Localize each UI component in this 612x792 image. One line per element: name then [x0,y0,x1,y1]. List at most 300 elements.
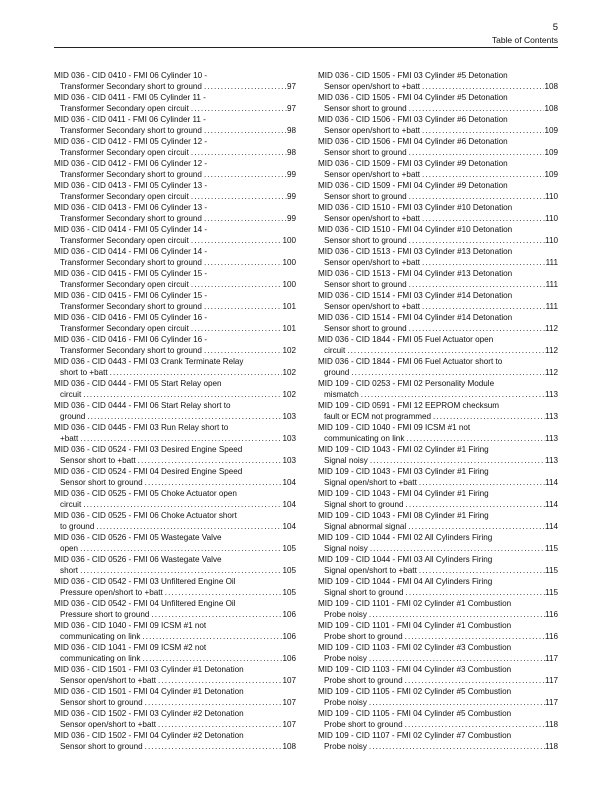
toc-entry-heading: MID 109 - CID 1107 - FMI 02 Cylinder #7 Combustion [318,731,512,740]
toc-entry-subtitle: Sensor short to ground [60,742,143,751]
toc-entry[interactable] [54,642,296,664]
toc-entry[interactable] [318,510,558,532]
toc-entry-subtitle: +batt [60,434,79,443]
toc-page-number[interactable]: 116 [545,610,558,619]
toc-entry-line [318,521,558,532]
dot-leader [406,521,545,532]
dot-leader [78,565,282,576]
toc-page-number[interactable]: 105 [282,566,296,575]
toc-entry-line [54,411,296,422]
toc-entry-line [318,565,558,576]
toc-page-number[interactable]: 117 [545,654,558,663]
toc-page-number[interactable]: 108 [544,104,558,113]
toc-entry[interactable] [54,180,296,202]
toc-entry-line [318,499,558,510]
toc-entry-heading: MID 109 - CID 1044 - FMI 04 All Cylinders Firing [318,577,493,586]
dot-leader [407,103,545,114]
toc-page-number[interactable]: 111 [545,280,558,289]
toc-page-number[interactable]: 98 [286,126,296,135]
toc-entry[interactable] [318,730,558,752]
toc-entry-heading: MID 036 - CID 1844 - FMI 05 Fuel Actuator open [318,335,494,344]
toc-entry-line [318,169,558,180]
toc-entry-line [318,609,558,620]
toc-page-number[interactable]: 113 [545,456,558,465]
toc-page-number[interactable]: 106 [282,632,296,641]
toc-entry-line [318,103,558,114]
toc-entry[interactable] [318,202,558,224]
toc-entry-line [54,81,296,92]
toc-entry-subtitle: Probe short to ground [324,676,403,685]
dot-leader [202,257,282,268]
dot-leader [367,609,545,620]
toc-entry-subtitle: communicating on link [60,654,141,663]
toc-entry-line [54,433,296,444]
toc-page-number[interactable]: 117 [545,676,558,685]
toc-entry-heading: MID 036 - CID 1509 - FMI 04 Cylinder #9 Detonation [318,181,508,190]
toc-entry[interactable] [318,180,558,202]
toc-entry-subtitle: Signal noisy [324,456,368,465]
toc-entry-subtitle: Transformer Secondary open circuit [60,192,189,201]
toc-page-number[interactable]: 109 [544,148,558,157]
toc-entry-heading: MID 036 - CID 1513 - FMI 03 Cylinder #13 Detonation [318,247,513,256]
toc-entry[interactable] [54,158,296,180]
header-rule [54,47,558,48]
page-number: 5 [552,22,558,33]
toc-entry[interactable] [318,378,558,400]
toc-entry-line [54,631,296,642]
toc-entry-heading: MID 036 - CID 0412 - FMI 05 Cylinder 12 - [54,137,208,146]
toc-entry-heading: MID 036 - CID 0413 - FMI 06 Cylinder 13 - [54,203,208,212]
toc-page-number[interactable]: 102 [282,346,296,355]
toc-entry-line [54,389,296,400]
toc-page-number[interactable]: 101 [282,324,296,333]
dot-leader [140,631,282,642]
toc-entry-heading: MID 036 - CID 0416 - FMI 05 Cylinder 16 - [54,313,208,322]
dot-leader [202,213,287,224]
dot-leader [420,213,545,224]
toc-entry-heading: MID 036 - CID 0415 - FMI 05 Cylinder 15 - [54,269,208,278]
toc-entry-subtitle: Sensor short to ground [324,280,407,289]
dot-leader [367,697,545,708]
toc-entry-line [54,103,296,114]
toc-entry-subtitle: Pressure short to ground [60,610,150,619]
toc-entry[interactable] [54,246,296,268]
toc-entry-subtitle: open [60,544,79,553]
toc-entry-line [318,367,558,378]
toc-entry[interactable] [54,730,296,752]
toc-entry-subtitle: Transformer Secondary short to ground [60,346,202,355]
toc-entry[interactable] [54,334,296,356]
toc-page-number[interactable]: 107 [282,676,296,685]
toc-page-number[interactable]: 107 [282,720,296,729]
toc-entry[interactable] [54,356,296,378]
toc-entry[interactable] [54,378,296,400]
dot-leader [189,235,283,246]
toc-entry-subtitle: Sensor short to ground [324,324,407,333]
page-title: Table of Contents [491,35,558,45]
toc-page-number[interactable]: 101 [282,302,296,311]
toc-entry[interactable] [54,620,296,642]
toc-entry[interactable] [318,422,558,444]
toc-entry-line [54,477,296,488]
toc-page-number[interactable]: 118 [545,720,558,729]
toc-entry-heading: MID 036 - CID 0414 - FMI 06 Cylinder 14 - [54,247,208,256]
toc-entry-heading: MID 109 - CID 1105 - FMI 02 Cylinder #5 Combustion [318,687,512,696]
toc-entry[interactable] [318,158,558,180]
toc-page-number[interactable]: 102 [282,368,296,377]
toc-entry-heading: MID 036 - CID 1040 - FMI 09 ICSM #1 not [54,621,207,630]
toc-entry-subtitle: Sensor open/short to +batt [324,170,420,179]
toc-page-number[interactable]: 114 [545,522,558,531]
toc-entry[interactable] [318,224,558,246]
toc-entry[interactable] [318,708,558,730]
toc-page-number[interactable]: 108 [544,82,558,91]
toc-page-number[interactable]: 99 [286,214,296,223]
toc-entry-subtitle: Signal open/short to +batt [324,566,417,575]
toc-entry-line [318,741,558,752]
dot-leader [403,675,545,686]
toc-entry[interactable] [318,268,558,290]
toc-entry[interactable] [54,554,296,576]
dot-leader [140,653,282,664]
toc-entry-heading: MID 109 - CID 1044 - FMI 03 All Cylinders Firing [318,555,493,564]
toc-entry[interactable] [318,598,558,620]
toc-page-number[interactable]: 104 [282,478,296,487]
toc-entry[interactable] [318,70,558,92]
toc-entry[interactable] [318,334,558,356]
toc-entry[interactable] [318,114,558,136]
toc-page-number[interactable]: 113 [545,434,558,443]
toc-entry-line [318,191,558,202]
toc-entry[interactable] [318,312,558,334]
toc-entry-subtitle: Sensor short to ground [324,236,407,245]
toc-entry-heading: MID 036 - CID 1506 - FMI 04 Cylinder #6 Detonation [318,137,508,146]
toc-entry-line [318,389,558,400]
dot-leader [136,455,283,466]
dot-leader [349,367,545,378]
toc-entry[interactable] [318,466,558,488]
toc-entry[interactable] [54,224,296,246]
toc-page-number[interactable]: 109 [544,170,558,179]
toc-entry-line [318,675,558,686]
toc-entry[interactable] [318,356,558,378]
toc-entry-subtitle: communicating on link [60,632,141,641]
toc-entry-subtitle: Signal open/short to +batt [324,478,417,487]
toc-entry-subtitle: Sensor short to ground [60,478,143,487]
toc-page-number[interactable]: 109 [544,126,558,135]
toc-entry-heading: MID 109 - CID 1043 - FMI 08 Cylinder #1 Firing [318,511,489,520]
toc-page-number[interactable]: 110 [545,214,558,223]
toc-entry-subtitle: Transformer Secondary short to ground [60,170,202,179]
toc-page-number[interactable]: 112 [545,324,558,333]
toc-entry[interactable] [54,202,296,224]
toc-page-number[interactable]: 103 [282,412,296,421]
toc-entry[interactable] [54,290,296,312]
toc-entry-line [318,543,558,554]
toc-page-number[interactable]: 112 [545,346,558,355]
dot-leader [94,521,282,532]
dot-leader [403,719,545,730]
dot-leader [202,301,282,312]
toc-page-number[interactable]: 111 [545,258,558,267]
toc-entry-line [318,147,558,158]
dot-leader [420,125,544,136]
toc-entry[interactable] [54,532,296,554]
toc-entry[interactable] [54,422,296,444]
dot-leader [403,631,545,642]
toc-page-number[interactable]: 115 [545,588,558,597]
toc-entry[interactable] [318,664,558,686]
toc-entry-heading: MID 036 - CID 0542 - FMI 03 Unfiltered Engine Oil [54,577,236,586]
toc-entry-subtitle: Transformer Secondary open circuit [60,324,189,333]
dot-leader [202,125,287,136]
dot-leader [404,433,545,444]
toc-entry-line [318,697,558,708]
toc-entry-line [318,125,558,136]
toc-entry-heading: MID 109 - CID 1043 - FMI 03 Cylinder #1 Firing [318,467,489,476]
toc-entry-subtitle: Probe noisy [324,698,367,707]
toc-entry-line [54,279,296,290]
toc-entry[interactable] [318,576,558,598]
toc-page-number[interactable]: 113 [545,412,558,421]
toc-page-number[interactable]: 106 [282,654,296,663]
toc-entry-line [54,125,296,136]
toc-entry-line [54,587,296,598]
toc-page-number[interactable]: 100 [282,258,296,267]
toc-page-number[interactable]: 104 [282,522,296,531]
toc-page-number[interactable]: 99 [286,170,296,179]
toc-page-number[interactable]: 103 [282,456,296,465]
toc-page-number[interactable]: 97 [286,104,296,113]
toc-entry[interactable] [54,466,296,488]
toc-column-right [318,70,558,752]
toc-page-number[interactable]: 97 [286,82,296,91]
dot-leader [368,543,545,554]
toc-entry-heading: MID 036 - CID 0524 - FMI 04 Desired Engine Speed [54,467,243,476]
toc-entry-line [318,213,558,224]
toc-entry[interactable] [54,686,296,708]
toc-entry-subtitle: Transformer Secondary open circuit [60,104,189,113]
toc-entry[interactable] [318,290,558,312]
toc-entry[interactable] [54,70,296,92]
toc-entry[interactable] [318,532,558,554]
toc-entry[interactable] [318,554,558,576]
toc-entry-heading: MID 036 - CID 0445 - FMI 03 Run Relay short to [54,423,229,432]
toc-entry[interactable] [54,598,296,620]
toc-entry[interactable] [54,444,296,466]
toc-entry-subtitle: Signal short to ground [324,500,404,509]
dot-leader [143,477,283,488]
toc-entry-line [54,543,296,554]
toc-page-number[interactable]: 115 [545,544,558,553]
toc-entry[interactable] [54,136,296,158]
toc-page-number[interactable]: 112 [545,368,558,377]
toc-page-number[interactable]: 110 [545,236,558,245]
toc-entry-line [318,631,558,642]
toc-entry-line [318,323,558,334]
toc-entry-subtitle: Probe noisy [324,654,367,663]
toc-page-number[interactable]: 108 [282,742,296,751]
toc-entry-line [318,411,558,422]
toc-page-number[interactable]: 111 [545,302,558,311]
toc-entry[interactable] [54,268,296,290]
toc-entry[interactable] [54,92,296,114]
toc-entry-subtitle: short to +batt [60,368,108,377]
toc-entry[interactable] [54,708,296,730]
toc-entry-subtitle: circuit [60,390,82,399]
toc-entry-subtitle: Transformer Secondary short to ground [60,214,202,223]
toc-entry-heading: MID 036 - CID 1505 - FMI 04 Cylinder #5 Detonation [318,93,508,102]
toc-entry-line [318,719,558,730]
dot-leader [189,103,287,114]
dot-leader [431,411,545,422]
toc-entry[interactable] [318,642,558,664]
toc-entry[interactable] [318,488,558,510]
dot-leader [85,411,282,422]
toc-entry-subtitle: Transformer Secondary open circuit [60,148,189,157]
toc-entry[interactable] [318,92,558,114]
dot-leader [156,719,282,730]
toc-entry-heading: MID 036 - CID 1513 - FMI 04 Cylinder #13 Detonation [318,269,513,278]
dot-leader [404,587,546,598]
dot-leader [345,345,545,356]
dot-leader [143,697,283,708]
dot-leader [81,499,282,510]
dot-leader [143,741,283,752]
toc-entry-subtitle: Sensor open/short to +batt [324,82,420,91]
toc-entry[interactable] [54,312,296,334]
toc-entry-heading: MID 109 - CID 1044 - FMI 02 All Cylinders Firing [318,533,493,542]
toc-page-number[interactable]: 103 [282,434,296,443]
toc-entry-heading: MID 036 - CID 0526 - FMI 05 Wastegate Valve [54,533,222,542]
toc-entry-heading: MID 109 - CID 1101 - FMI 02 Cylinder #1 Combustion [318,599,512,608]
toc-page-number[interactable]: 107 [282,698,296,707]
toc-entry-line [54,235,296,246]
toc-entry-heading: MID 036 - CID 1510 - FMI 03 Cylinder #10 Detonation [318,203,513,212]
toc-entry[interactable] [318,246,558,268]
toc-entry-subtitle: Sensor open/short to +batt [60,720,156,729]
toc-entry-heading: MID 036 - CID 1509 - FMI 03 Cylinder #9 Detonation [318,159,508,168]
toc-entry[interactable] [54,400,296,422]
toc-entry-heading: MID 036 - CID 0525 - FMI 06 Choke Actuator short [54,511,237,520]
toc-entry-subtitle: Sensor short to ground [60,698,143,707]
toc-entry-line [54,741,296,752]
toc-entry-heading: MID 036 - CID 1041 - FMI 09 ICSM #2 not [54,643,207,652]
toc-entry-line [54,147,296,158]
toc-entry-subtitle: ground [324,368,350,377]
toc-page-number[interactable]: 105 [282,588,296,597]
toc-entry-subtitle: ground [60,412,86,421]
toc-entry[interactable] [318,620,558,642]
toc-entry-subtitle: Transformer Secondary short to ground [60,258,202,267]
toc-page-number[interactable]: 104 [282,500,296,509]
toc-entry-heading: MID 109 - CID 0253 - FMI 02 Personality Module [318,379,495,388]
dot-leader [81,389,282,400]
dot-leader [420,301,546,312]
toc-entry-subtitle: circuit [60,500,82,509]
toc-entry[interactable] [54,664,296,686]
toc-entry-line [318,81,558,92]
toc-entry[interactable] [318,400,558,422]
toc-page-number[interactable]: 114 [545,478,558,487]
toc-entry[interactable] [318,444,558,466]
toc-entry-subtitle: Sensor open/short to +batt [324,258,420,267]
toc-page-number[interactable]: 99 [286,192,296,201]
toc-entry-heading: MID 036 - CID 0416 - FMI 06 Cylinder 16 - [54,335,208,344]
dot-leader [420,257,546,268]
toc-page-number[interactable]: 100 [282,280,296,289]
toc-page-number[interactable]: 113 [545,390,558,399]
toc-entry-line [54,697,296,708]
toc-entry[interactable] [54,510,296,532]
toc-entry-subtitle: Sensor short to ground [324,148,407,157]
toc-entry-subtitle: Sensor open/short to +batt [324,214,420,223]
toc-entry-subtitle: Sensor short to ground [324,192,407,201]
toc-entry-subtitle: Transformer Secondary open circuit [60,280,189,289]
toc-entry-line [54,499,296,510]
toc-page-number[interactable]: 110 [545,192,558,201]
toc-entry-line [54,169,296,180]
toc-entry-heading: MID 036 - CID 0542 - FMI 04 Unfiltered Engine Oil [54,599,236,608]
toc-entry[interactable] [54,576,296,598]
toc-page-number[interactable]: 106 [282,610,296,619]
toc-entry-subtitle: Sensor open/short to +batt [324,302,420,311]
toc-entry-subtitle: Signal short to ground [324,588,404,597]
toc-page-number[interactable]: 114 [545,500,558,509]
toc-entry-subtitle: Sensor short to +batt [60,456,136,465]
toc-page-number[interactable]: 115 [545,566,558,575]
toc-entry-heading: MID 036 - CID 0412 - FMI 06 Cylinder 12 - [54,159,208,168]
toc-entry-heading: MID 036 - CID 0411 - FMI 05 Cylinder 11 - [54,93,206,102]
toc-entry-heading: MID 036 - CID 1502 - FMI 04 Cylinder #2 Detonation [54,731,244,740]
toc-entry-subtitle: Probe short to ground [324,632,403,641]
toc-entry-subtitle: Signal noisy [324,544,368,553]
toc-page-number[interactable]: 102 [282,390,296,399]
dot-leader [202,169,287,180]
toc-entry[interactable] [54,488,296,510]
dot-leader [407,191,545,202]
toc-page-number[interactable]: 116 [545,632,558,641]
toc-page-number[interactable]: 98 [286,148,296,157]
toc-entry[interactable] [318,686,558,708]
dot-leader [417,477,545,488]
toc-entry-line [318,653,558,664]
dot-leader [404,499,546,510]
dot-leader [202,81,287,92]
toc-entry-line [54,675,296,686]
toc-page-number[interactable]: 117 [545,698,558,707]
toc-entry[interactable] [54,114,296,136]
toc-page-number[interactable]: 100 [282,236,296,245]
toc-entry[interactable] [318,136,558,158]
dot-leader [407,279,546,290]
toc-entry-heading: MID 109 - CID 0591 - FMI 12 EEPROM checksum [318,401,500,410]
dot-leader [202,345,282,356]
toc-entry-line [54,609,296,620]
toc-entry-heading: MID 036 - CID 0413 - FMI 05 Cylinder 13 - [54,181,208,190]
toc-entry-heading: MID 036 - CID 1501 - FMI 04 Cylinder #1 Detonation [54,687,244,696]
toc-entry-heading: MID 036 - CID 0525 - FMI 05 Choke Actuator open [54,489,237,498]
toc-page-number[interactable]: 118 [545,742,558,751]
toc-entry-heading: MID 036 - CID 1514 - FMI 03 Cylinder #14 Detonation [318,291,513,300]
toc-entry-line [54,565,296,576]
toc-entry-line [318,587,558,598]
toc-page-number[interactable]: 105 [282,544,296,553]
toc-entry-heading: MID 036 - CID 0410 - FMI 06 Cylinder 10 - [54,71,208,80]
dot-leader [420,169,544,180]
toc-entry-heading: MID 109 - CID 1103 - FMI 02 Cylinder #3 Combustion [318,643,512,652]
toc-entry-line [54,455,296,466]
